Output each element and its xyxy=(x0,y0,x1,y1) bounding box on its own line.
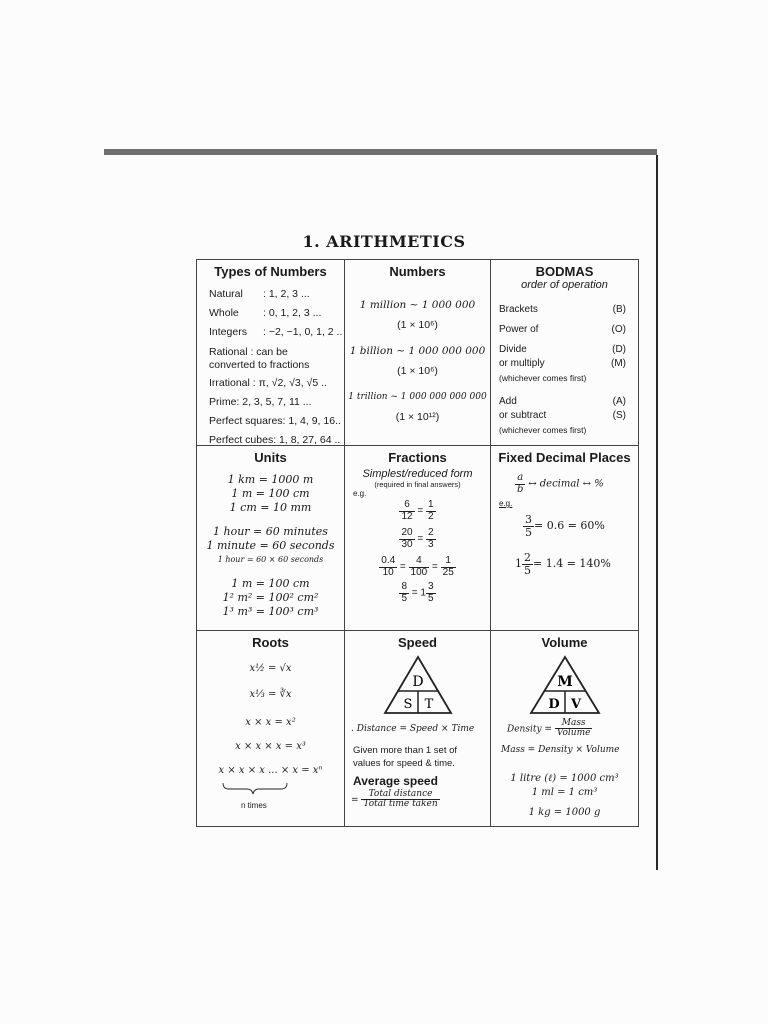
speed-formula: . Distance = Speed × Time xyxy=(351,724,475,734)
irrational-text: Irrational : π, √2, √3, √5 .. xyxy=(209,377,327,389)
average-speed-heading: Average speed xyxy=(353,774,438,788)
density-formula: Density = $\frac{\text{Mass}}{\text{Volume}}$ xyxy=(507,718,591,739)
average-speed-formula: = $\frac{\text{Total distance}}{\text{Total time taken}}$ xyxy=(351,789,438,810)
m-text: 1 m = 100 cm xyxy=(231,487,310,500)
conversion-line: $\frac{a}{b}$ ↔ decimal ↔ % xyxy=(517,472,604,495)
fraction-example-1: $\frac{6}{12}$ = $\frac{1}{2}$ xyxy=(401,499,434,522)
speed-triangle xyxy=(345,653,491,721)
million-text: 1 million ~ 1 000 000 xyxy=(359,299,476,311)
bodmas-note-2: (whichever comes first) xyxy=(499,425,587,435)
fractions-cell xyxy=(345,446,491,631)
integers-value: : −2, −1, 0, 1, 2 .. xyxy=(263,326,343,338)
perfect-squares-text: Perfect squares: 1, 4, 9, 16.. xyxy=(209,415,341,427)
bodmas-heading: BODMAS xyxy=(535,264,594,279)
fractions-heading: Fractions xyxy=(388,450,447,465)
fixed-example-1: $\frac{3}{5}$ = 0.6 = 60% xyxy=(525,513,605,539)
speed-given-1: Given more than 1 set of xyxy=(353,745,458,756)
m-cm-text: 1 m = 100 cm xyxy=(231,577,310,590)
trillion-sci: (1 × 10¹²) xyxy=(395,411,440,423)
volume-tri-v: V xyxy=(570,697,582,712)
billion-text: 1 billion ~ 1 000 000 000 xyxy=(349,345,486,357)
root-square: x½ = √x xyxy=(249,663,292,674)
cm-text: 1 cm = 10 mm xyxy=(229,501,312,514)
speed-tri-t: T xyxy=(424,697,434,712)
multiply-label: or multiply xyxy=(499,358,545,369)
natural-label: Natural xyxy=(209,288,243,300)
units-cell xyxy=(197,446,345,631)
multiply-code: (M) xyxy=(611,358,626,369)
subtract-code: (S) xyxy=(612,410,626,421)
volume-heading: Volume xyxy=(541,635,588,650)
square-units-text: 1² m² = 100² cm² xyxy=(222,591,319,604)
whole-label: Whole xyxy=(209,307,239,319)
minute-text: 1 minute = 60 seconds xyxy=(206,539,335,552)
fraction-example-2: $\frac{20}{30}$ = $\frac{2}{3}$ xyxy=(401,527,434,550)
speed-given-2: values for speed & time. xyxy=(353,758,455,769)
speed-tri-s: S xyxy=(403,697,413,712)
divide-label: Divide xyxy=(499,344,527,355)
million-sci: (1 × 10⁶) xyxy=(397,319,438,331)
add-code: (A) xyxy=(612,396,626,407)
perfect-cubes-text: Perfect cubes: 1, 8, 27, 64 .. xyxy=(209,434,341,446)
add-label: Add xyxy=(499,396,517,407)
natural-value: : 1, 2, 3 ... xyxy=(263,288,310,300)
subtract-label: or subtract xyxy=(499,410,547,421)
mass-formula: Mass = Density × Volume xyxy=(501,745,620,755)
numbers-heading: Numbers xyxy=(389,264,446,279)
hour-seconds-text: 1 hour = 60 × 60 seconds xyxy=(217,555,324,564)
divide-code: (D) xyxy=(612,344,626,355)
rational-text-2: converted to fractions xyxy=(209,359,310,371)
ml-text: 1 ml = 1 cm³ xyxy=(531,787,598,798)
types-heading: Types of Numbers xyxy=(214,264,327,279)
prime-text: Prime: 2, 3, 5, 7, 11 ... xyxy=(209,396,312,408)
fractions-note: (required in final answers) xyxy=(374,480,461,489)
power-three: x × x × x = x³ xyxy=(235,741,306,752)
integers-label: Integers xyxy=(209,326,247,338)
power-label: Power of xyxy=(499,324,539,335)
numbers-cell xyxy=(345,260,491,446)
brackets-code: (B) xyxy=(612,304,626,315)
volume-tri-m: M xyxy=(557,674,573,690)
fractions-subtitle: Simplest/reduced form xyxy=(362,468,473,480)
fraction-example-4: $\frac{8}{5}$ = 1 $\frac{3}{5}$ xyxy=(401,581,434,604)
whole-value: : 0, 1, 2, 3 ... xyxy=(263,307,322,319)
roots-heading: Roots xyxy=(252,635,289,650)
fixed-heading: Fixed Decimal Places xyxy=(498,450,631,465)
brackets-label: Brackets xyxy=(499,304,538,315)
roots-cell xyxy=(197,631,345,826)
kg-text: 1 kg = 1000 g xyxy=(528,807,601,818)
fractions-eg: e.g. xyxy=(353,489,367,498)
volume-cell xyxy=(491,631,638,826)
n-times-label: n times xyxy=(241,801,267,810)
bodmas-subtitle: order of operation xyxy=(521,279,608,291)
rational-text: Rational : can be xyxy=(209,346,288,358)
speed-tri-d: D xyxy=(412,674,424,690)
types-of-numbers-cell xyxy=(197,260,345,446)
bodmas-note-1: (whichever comes first) xyxy=(499,373,587,383)
power-code: (O) xyxy=(611,324,626,335)
litre-text: 1 litre (ℓ) = 1000 cm³ xyxy=(510,773,619,784)
speed-cell xyxy=(345,631,491,826)
fixed-decimal-cell xyxy=(491,446,638,631)
fixed-example-2: 1 $\frac{2}{5}$ = 1.4 = 140% xyxy=(515,551,611,577)
power-n: x × x × x ... × x = xⁿ xyxy=(218,765,323,776)
n-times-brace xyxy=(197,781,345,801)
cube-units-text: 1³ m³ = 100³ cm³ xyxy=(222,605,319,618)
page-top-edge xyxy=(104,149,657,155)
root-cube: x⅓ = ∛x xyxy=(249,689,292,700)
page-title: 1. ARITHMETICS xyxy=(302,232,466,251)
units-heading: Units xyxy=(254,450,287,465)
power-two: x × x = x² xyxy=(245,717,296,728)
fraction-example-3: $\frac{0.4}{10}$ = $\frac{4}{100}$ = $\frac{1}{25}$ xyxy=(381,555,454,578)
billion-sci: (1 × 10⁶) xyxy=(397,365,438,377)
fixed-eg: e.g. xyxy=(499,499,513,508)
volume-triangle xyxy=(491,653,638,721)
km-text: 1 km = 1000 m xyxy=(227,473,314,486)
trillion-text: 1 trillion ~ 1 000 000 000 000 xyxy=(348,392,487,402)
hour-text: 1 hour = 60 minutes xyxy=(213,525,328,538)
formula-sheet xyxy=(196,259,639,827)
page-right-edge xyxy=(656,155,658,870)
speed-heading: Speed xyxy=(397,635,437,650)
volume-tri-d: D xyxy=(548,697,560,712)
bodmas-cell xyxy=(491,260,638,446)
